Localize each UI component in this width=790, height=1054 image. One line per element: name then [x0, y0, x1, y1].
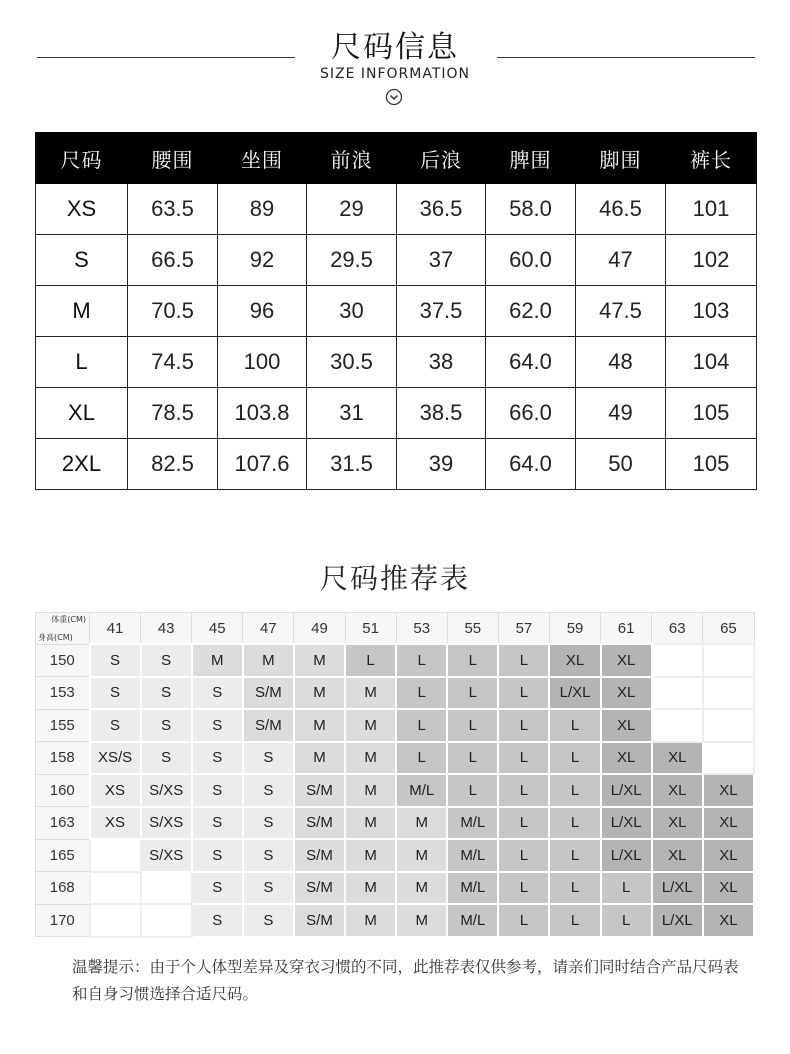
recommend-cell [90, 839, 141, 872]
recommend-cell: L [447, 677, 498, 710]
recommend-cell: S [192, 872, 243, 905]
table-cell: 31 [307, 388, 397, 439]
size-info-header [0, 0, 790, 120]
recommend-cell: S [192, 677, 243, 710]
recommend-cell: L [498, 742, 549, 775]
recommend-cell: L/XL [652, 904, 703, 937]
recommend-cell: S/M [294, 807, 345, 840]
height-header: 163 [36, 807, 90, 840]
recommend-cell [703, 677, 754, 710]
recommend-cell: L [498, 677, 549, 710]
table-cell: 29 [307, 184, 397, 235]
recommend-cell: S [243, 904, 294, 937]
recommend-cell: S/M [294, 839, 345, 872]
recommend-cell: L [549, 774, 600, 807]
recommend-cell: L [396, 742, 447, 775]
size-label: L [36, 337, 128, 388]
table-cell: 62.0 [486, 286, 576, 337]
recommend-cell: S/M [243, 709, 294, 742]
size-recommendation-table [35, 612, 755, 938]
recommend-cell: M [294, 677, 345, 710]
recommend-cell: L [447, 709, 498, 742]
recommend-row [36, 742, 755, 775]
recommend-cell: S/M [243, 677, 294, 710]
recommend-cell: XL [703, 839, 754, 872]
recommend-row [36, 807, 755, 840]
recommend-cell: XL [601, 677, 652, 710]
table-row [36, 337, 757, 388]
recommend-cell: S [90, 677, 141, 710]
height-axis-label: 身高(CM) [38, 632, 73, 642]
recommend-cell: L [498, 807, 549, 840]
recommend-cell: L/XL [549, 677, 600, 710]
table-cell: 29.5 [307, 235, 397, 286]
recommend-cell: L [601, 904, 652, 937]
recommend-cell: S/M [294, 872, 345, 905]
weight-header: 45 [192, 613, 243, 645]
recommend-row [36, 709, 755, 742]
recommend-cell: XS [90, 807, 141, 840]
weight-header: 49 [294, 613, 345, 645]
recommend-cell: L [447, 742, 498, 775]
table-cell: 66.5 [128, 235, 218, 286]
weight-header: 43 [141, 613, 192, 645]
recommend-cell [703, 644, 754, 677]
recommend-cell: S/M [294, 774, 345, 807]
table-cell: 60.0 [486, 235, 576, 286]
table-cell: 103.8 [218, 388, 307, 439]
recommend-cell [141, 904, 192, 937]
height-header: 168 [36, 872, 90, 905]
table-row [36, 388, 757, 439]
height-header: 158 [36, 742, 90, 775]
recommend-cell: M/L [447, 904, 498, 937]
recommend-cell: L [396, 677, 447, 710]
weight-header: 41 [90, 613, 141, 645]
recommend-cell: L [447, 774, 498, 807]
recommend-cell: S [243, 839, 294, 872]
recommend-cell: S/XS [141, 807, 192, 840]
height-header: 165 [36, 839, 90, 872]
table-cell: 107.6 [218, 439, 307, 490]
recommend-row [36, 677, 755, 710]
table-cell: 102 [666, 235, 757, 286]
recommend-cell: M [345, 774, 396, 807]
recommend-cell: L [601, 872, 652, 905]
recommend-cell: S [192, 709, 243, 742]
recommend-cell: L [396, 644, 447, 677]
recommend-cell: L [447, 644, 498, 677]
recommend-row [36, 872, 755, 905]
recommend-cell: XL [652, 807, 703, 840]
height-header: 150 [36, 644, 90, 677]
table-cell: 46.5 [576, 184, 666, 235]
recommend-cell: S [141, 677, 192, 710]
column-header: 坐围 [218, 133, 307, 184]
table-cell: 39 [397, 439, 486, 490]
weight-header: 65 [703, 613, 754, 645]
weight-header: 61 [601, 613, 652, 645]
recommend-cell: M/L [396, 774, 447, 807]
recommend-cell: M [243, 644, 294, 677]
recommend-cell: XL [703, 807, 754, 840]
recommend-cell: S/XS [141, 774, 192, 807]
weight-axis-label: 体重(CM) [51, 615, 86, 624]
recommend-cell: S [243, 742, 294, 775]
recommend-row [36, 644, 755, 677]
size-table-header [36, 133, 757, 184]
recommend-cell: XS/S [90, 742, 141, 775]
table-cell: 78.5 [128, 388, 218, 439]
table-cell: 104 [666, 337, 757, 388]
recommend-cell: L [498, 644, 549, 677]
table-cell: 66.0 [486, 388, 576, 439]
table-cell: 48 [576, 337, 666, 388]
recommend-cell: M [396, 904, 447, 937]
recommend-cell: S/M [294, 904, 345, 937]
table-cell: 50 [576, 439, 666, 490]
recommend-cell: S [90, 644, 141, 677]
recommend-cell: XL [601, 709, 652, 742]
table-row [36, 286, 757, 337]
recommend-cell: S [243, 774, 294, 807]
height-header: 153 [36, 677, 90, 710]
recommend-cell: L/XL [601, 807, 652, 840]
recommend-cell: M [345, 904, 396, 937]
recommend-cell: M [396, 872, 447, 905]
table-cell: 74.5 [128, 337, 218, 388]
recommend-cell: M [345, 709, 396, 742]
recommend-cell: L [345, 644, 396, 677]
recommend-cell: M [294, 742, 345, 775]
recommend-cell [90, 872, 141, 905]
recommend-cell: L/XL [601, 774, 652, 807]
recommend-cell: M [396, 839, 447, 872]
table-cell: 47.5 [576, 286, 666, 337]
recommend-cell: L/XL [601, 839, 652, 872]
table-cell: 47 [576, 235, 666, 286]
recommend-cell: XL [652, 774, 703, 807]
recommend-title: 尺码推荐表 [319, 562, 470, 595]
table-cell: 64.0 [486, 337, 576, 388]
recommend-cell: XL [549, 644, 600, 677]
recommend-cell: XL [601, 644, 652, 677]
recommend-row [36, 904, 755, 937]
chevron-down-circle-icon [385, 88, 403, 106]
recommend-cell: M/L [447, 872, 498, 905]
height-header: 160 [36, 774, 90, 807]
recommend-cell [703, 742, 754, 775]
recommend-cell: XS [90, 774, 141, 807]
recommend-cell: S [243, 807, 294, 840]
recommend-cell: S [192, 904, 243, 937]
table-cell: 30 [307, 286, 397, 337]
recommend-cell: M [345, 872, 396, 905]
column-header: 后浪 [397, 133, 486, 184]
column-header: 腰围 [128, 133, 218, 184]
recommend-cell: M/L [447, 839, 498, 872]
recommend-cell: S [192, 839, 243, 872]
size-label: XL [36, 388, 128, 439]
weight-header: 53 [396, 613, 447, 645]
table-row [36, 235, 757, 286]
recommend-cell [652, 677, 703, 710]
weight-header: 59 [549, 613, 600, 645]
table-cell: 37 [397, 235, 486, 286]
recommend-cell: L [549, 807, 600, 840]
recommend-cell: L [549, 904, 600, 937]
recommend-cell: S [192, 807, 243, 840]
weight-header: 55 [447, 613, 498, 645]
recommend-cell: S [141, 709, 192, 742]
recommend-cell: M [294, 644, 345, 677]
table-cell: 37.5 [397, 286, 486, 337]
recommend-cell: M [345, 677, 396, 710]
size-label: XS [36, 184, 128, 235]
table-cell: 103 [666, 286, 757, 337]
weight-header: 51 [345, 613, 396, 645]
recommend-cell: XL [652, 839, 703, 872]
recommend-cell: L [549, 839, 600, 872]
recommend-cell: S/XS [141, 839, 192, 872]
height-header: 155 [36, 709, 90, 742]
section-title: 尺码信息 [331, 30, 459, 65]
recommend-cell: XL [703, 872, 754, 905]
recommend-cell: M/L [447, 807, 498, 840]
recommend-cell: S [192, 742, 243, 775]
weight-header: 57 [498, 613, 549, 645]
table-cell: 38.5 [397, 388, 486, 439]
corner-cell [36, 613, 90, 645]
table-cell: 64.0 [486, 439, 576, 490]
column-header: 前浪 [307, 133, 397, 184]
table-cell: 63.5 [128, 184, 218, 235]
table-cell: 100 [218, 337, 307, 388]
column-header: 脚围 [576, 133, 666, 184]
recommend-cell: S [243, 872, 294, 905]
recommend-cell: L [549, 872, 600, 905]
size-label: 2XL [36, 439, 128, 490]
table-cell: 101 [666, 184, 757, 235]
recommend-cell: S [141, 644, 192, 677]
recommend-cell: S [141, 742, 192, 775]
recommend-cell: XL [601, 742, 652, 775]
recommend-cell: L/XL [652, 872, 703, 905]
table-cell: 36.5 [397, 184, 486, 235]
recommend-cell: S [90, 709, 141, 742]
recommend-cell [141, 872, 192, 905]
weight-header: 63 [652, 613, 703, 645]
recommend-cell [652, 644, 703, 677]
recommend-cell: L [549, 742, 600, 775]
recommend-cell: XL [703, 774, 754, 807]
recommend-cell: L [498, 774, 549, 807]
size-table [35, 132, 757, 490]
weight-header: 47 [243, 613, 294, 645]
recommend-cell: M [192, 644, 243, 677]
recommend-row [36, 839, 755, 872]
recommend-cell: M [345, 807, 396, 840]
table-cell: 96 [218, 286, 307, 337]
recommend-cell: L [498, 904, 549, 937]
recommend-cell: L [498, 839, 549, 872]
table-cell: 82.5 [128, 439, 218, 490]
table-cell: 70.5 [128, 286, 218, 337]
table-cell: 92 [218, 235, 307, 286]
table-row [36, 184, 757, 235]
column-header: 裤长 [666, 133, 757, 184]
table-cell: 58.0 [486, 184, 576, 235]
column-header: 脾围 [486, 133, 576, 184]
recommend-row [36, 774, 755, 807]
recommend-cell: L [549, 709, 600, 742]
table-cell: 49 [576, 388, 666, 439]
column-header: 尺码 [36, 133, 128, 184]
recommend-cell: M [345, 839, 396, 872]
tip-note: 温馨提示：由于个人体型差异及穿衣习惯的不同，此推荐表仅供参考，请亲们同时结合产品尺码表和自身习惯选择合适尺码。 [72, 958, 739, 1003]
recommend-cell: XL [703, 904, 754, 937]
weight-header-row [36, 613, 755, 645]
recommend-cell: M [345, 742, 396, 775]
recommend-cell: M [396, 807, 447, 840]
recommend-cell: L [396, 709, 447, 742]
recommend-cell: L [498, 872, 549, 905]
section-subtitle: SIZE INFORMATION [319, 66, 471, 82]
height-header: 170 [36, 904, 90, 937]
table-cell: 105 [666, 388, 757, 439]
recommend-cell: XL [652, 742, 703, 775]
recommend-cell: L [498, 709, 549, 742]
table-row [36, 439, 757, 490]
size-label: M [36, 286, 128, 337]
recommend-cell: M [294, 709, 345, 742]
recommend-cell [652, 709, 703, 742]
table-cell: 89 [218, 184, 307, 235]
recommend-cell: S [192, 774, 243, 807]
table-cell: 38 [397, 337, 486, 388]
table-cell: 30.5 [307, 337, 397, 388]
size-label: S [36, 235, 128, 286]
recommend-cell [703, 709, 754, 742]
table-cell: 105 [666, 439, 757, 490]
table-cell: 31.5 [307, 439, 397, 490]
recommend-cell [90, 904, 141, 937]
